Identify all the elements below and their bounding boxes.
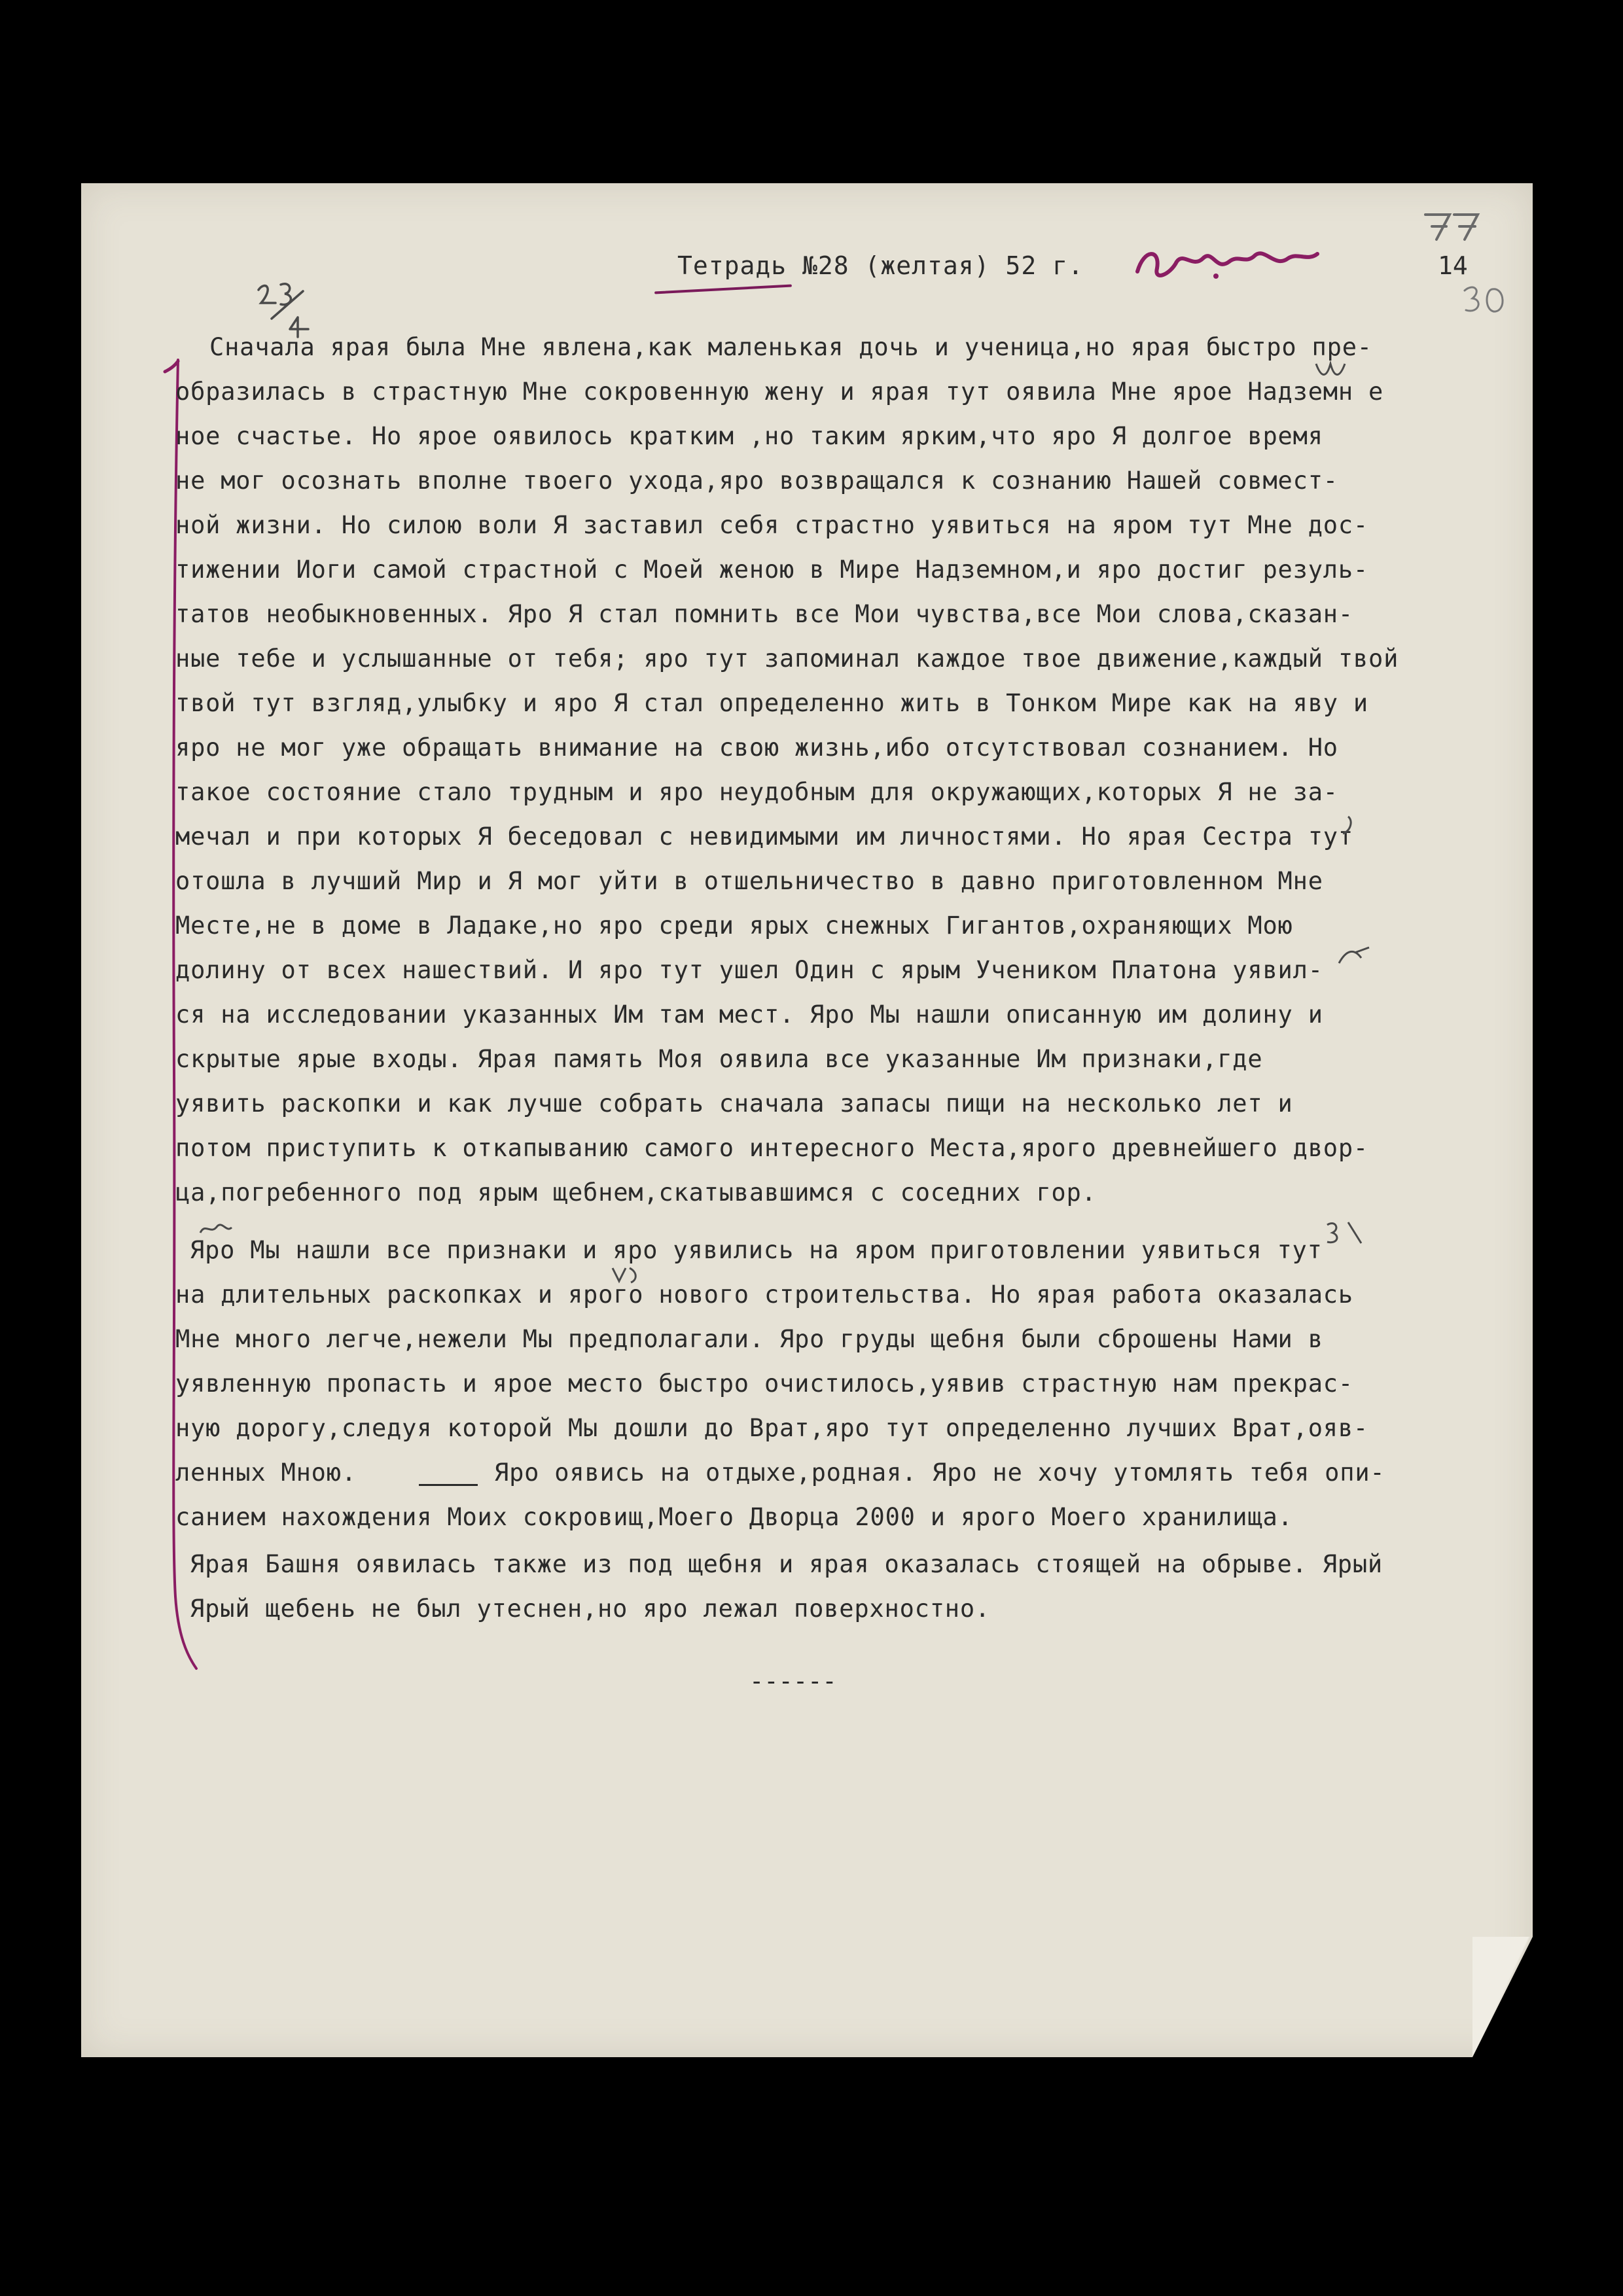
handwritten-correction-mark — [1335, 945, 1374, 971]
body-line: мечал и при которых Я беседовал с невидимыми им личностями. Но ярая Сестра тут — [175, 822, 1353, 851]
body-line: отошла в лучший Мир и Я мог уйти в отшельничество в давно приготовленном Мне — [175, 867, 1323, 895]
body-line: потом приступить к откапыванию самого интересного Места,ярого древнейшего двор- — [175, 1134, 1368, 1162]
body-line: долину от всех нашествий. И яро тут ушел Один с ярым Учеником Платона уявил- — [175, 956, 1323, 984]
body-line: ся на исследовании указанных Им там мест. Яро Мы нашли описанную им долину и — [175, 1000, 1323, 1029]
handwritten-number-30 — [1459, 281, 1512, 321]
body-line: Ярая Башня оявилась также из под щебня и ярая оказалась стоящей на обрыве. Ярый — [190, 1550, 1383, 1578]
body-line: яро не мог уже обращать внимание на свою жизнь,ибо отсутствовал сознанием. Но — [175, 733, 1338, 762]
body-line: на длительных раскопках и ярого нового строительства. Но ярая работа оказалась — [175, 1280, 1353, 1309]
document-title: Тетрадь №28 (желтая) 52 г. — [677, 251, 1084, 280]
body-line: Яро оявись на отдыхе,родная. Яро не хочу утомлять тебя опи- — [494, 1458, 1385, 1487]
handwritten-correction-mark — [196, 1220, 236, 1239]
body-line: ное счастье. Но ярое оявилось кратким ,но таким ярким,что яро Я долгое время — [175, 422, 1323, 450]
page-number: 14 — [1438, 251, 1468, 280]
handwritten-correction-mark — [1335, 814, 1361, 840]
folded-corner-shadow — [1472, 1937, 1533, 2057]
body-line: тижении Иоги самой страстной с Моей женою в Мире Надземном,и яро достиг резуль- — [175, 556, 1368, 584]
handwritten-correction-mark — [1312, 359, 1351, 391]
handwritten-correction-mark — [1322, 1217, 1374, 1250]
body-line: татов необыкновенных. Яро Я стал помнить все Мои чувства,все Мои слова,сказан- — [175, 600, 1353, 628]
end-separator: ------ — [749, 1667, 837, 1695]
body-line: образилась в страстную Мне сокровенную жену и ярая тут оявила Мне ярое Надземн е — [175, 378, 1384, 406]
handwritten-correction-mark — [609, 1262, 648, 1288]
body-line: не мог осознать вполне твоего ухода,яро возвращался к сознанию Нашей совмест- — [175, 467, 1338, 495]
document-page — [81, 183, 1533, 2057]
body-line: ной жизни. Но силою воли Я заставил себя страстно уявиться на яром тут Мне дос- — [175, 511, 1368, 539]
body-line: твой тут взгляд,улыбку и яро Я стал определенно жить в Тонком Мире как на яву и — [175, 689, 1368, 717]
handwritten-number-77 — [1420, 208, 1486, 247]
body-line: такое состояние стало трудным и яро неудобным для окружающих,которых Я не за- — [175, 778, 1338, 806]
body-line: ленных Мною. — [175, 1458, 357, 1487]
archive-stamp-scribble — [1131, 236, 1327, 294]
body-line: ную дорогу,следуя которой Мы дошли до Врат,яро тут определенно лучших Врат,ояв- — [175, 1414, 1368, 1442]
body-line: ца,погребенного под ярым щебнем,скатывавшимся с соседних гор. — [175, 1178, 1097, 1207]
body-line: ные тебе и услышанные от тебя; яро тут запоминал каждое твое движение,каждый твой — [175, 645, 1399, 673]
body-line: Сначала ярая была Мне явлена,как маленькая дочь и ученица,но ярая быстро пре- — [209, 333, 1372, 361]
body-line: уявленную пропасть и ярое место быстро очистилось,уявив страстную нам прекрас- — [175, 1369, 1353, 1398]
body-line: уявить раскопки и как лучше собрать сначала запасы пищи на несколько лет и — [175, 1089, 1293, 1118]
body-line: Месте,не в доме в Ладаке,но яро среди ярых снежных Гигантов,охраняющих Мою — [175, 911, 1293, 940]
body-line: Яро Мы нашли все признаки и яро уявились на яром приготовлении уявиться тут — [190, 1236, 1323, 1264]
body-line: санием нахождения Моих сокровищ,Моего Дворца 2000 и ярого Моего хранилища. — [175, 1503, 1293, 1531]
blank-underline-mark — [419, 1484, 478, 1486]
body-line: Ярый щебень не был утеснен,но яро лежал поверхностно. — [190, 1595, 991, 1623]
body-line: скрытые ярые входы. Ярая память Моя оявила все указанные Им признаки,где — [175, 1045, 1263, 1073]
body-line: Мне много легче,нежели Мы предполагали. Яро груды щебня были сброшены Нами в — [175, 1325, 1323, 1353]
